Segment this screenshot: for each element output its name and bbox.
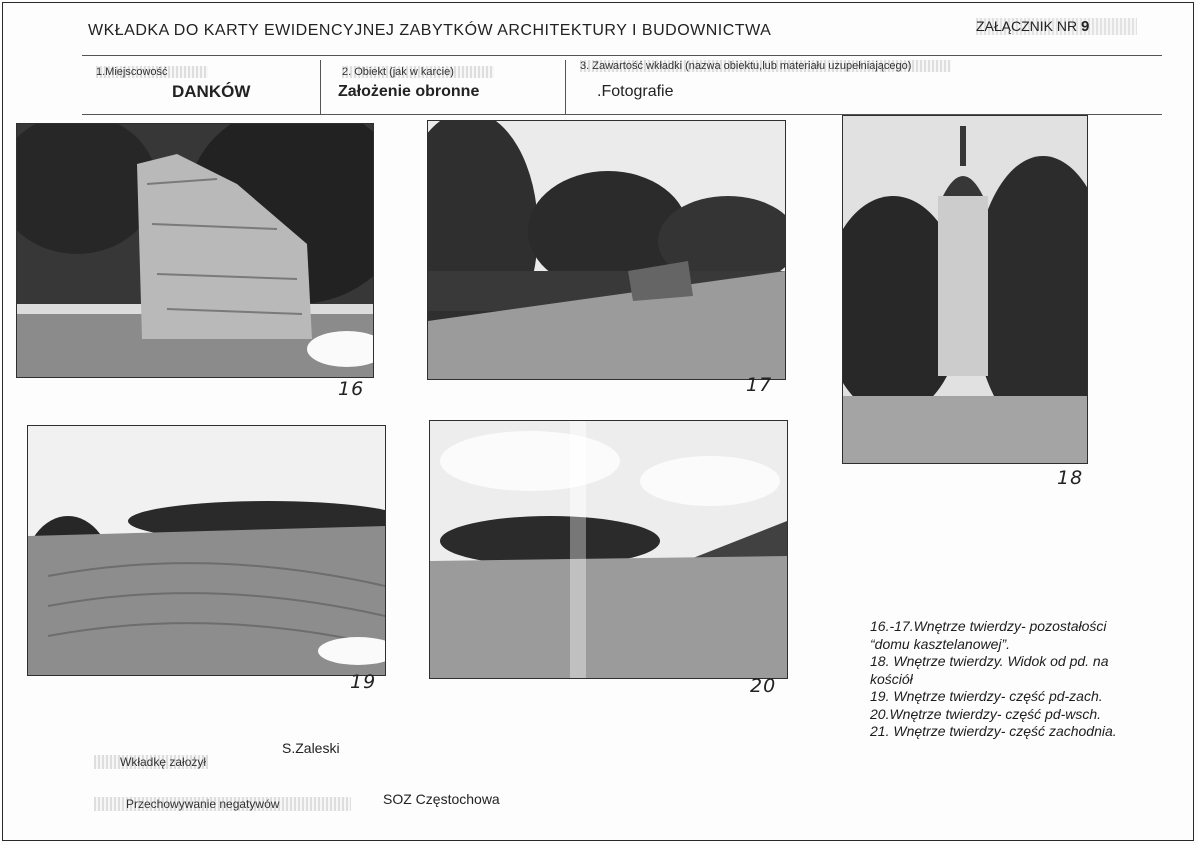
- content-label: 3. Zawartość wkładki (nazwa obiektu,lub materiału uzupełniającego): [580, 60, 951, 72]
- photo-number: 20: [750, 675, 777, 697]
- object-value: Założenie obronne: [338, 83, 480, 100]
- photo-captions: [870, 618, 1170, 741]
- caption-line: 20.Wnętrze twierdzy- część pd-wsch.: [870, 705, 1102, 722]
- field-divider: [565, 60, 566, 114]
- photo-courtyard-southeast: [429, 420, 788, 679]
- content-value: .Fotografie: [597, 83, 674, 100]
- object-label: 2. Obiekt (jak w karcie): [342, 66, 494, 78]
- photo-church-view: [842, 115, 1088, 464]
- caption-line: 18. Wnętrze twierdzy. Widok od pd. na: [870, 653, 1109, 669]
- header-rule: [82, 55, 1162, 56]
- field-divider: [320, 60, 321, 114]
- photo-courtyard-southwest: [27, 425, 386, 676]
- page-title: WKŁADKA DO KARTY EWIDENCYJNEJ ZABYTKÓW ARCHITEKTURY I BUDOWNICTWA: [88, 22, 772, 39]
- locality-label: 1.Miejscowość: [96, 66, 208, 78]
- photo-number: 19: [350, 671, 377, 693]
- storage-label: Przechowywanie negatywów: [94, 797, 351, 811]
- caption-line: 21. Wnętrze twierdzy- część zachodnia.: [870, 723, 1117, 739]
- annex-value: 9: [1081, 18, 1090, 35]
- author-value: S.Zaleski: [282, 740, 340, 756]
- photo-fortress-interior: [427, 120, 786, 380]
- annex-number: [976, 18, 1137, 35]
- caption-line: “domu kasztelanowej”.: [870, 635, 1011, 652]
- photo-number: 16: [338, 378, 365, 400]
- photo-number: 18: [1057, 467, 1084, 489]
- photo-number: 17: [746, 374, 773, 396]
- annex-label: ZAŁĄCZNIK NR: [976, 18, 1078, 34]
- photo-ruin-wall: [16, 123, 374, 378]
- storage-value: SOZ Częstochowa: [383, 791, 500, 807]
- author-label: Wkładkę założył: [94, 755, 208, 769]
- caption-line: kościół: [870, 670, 913, 687]
- caption-line: 16.-17.Wnętrze twierdzy- pozostałości: [870, 618, 1107, 634]
- caption-line: 19. Wnętrze twierdzy- część pd-zach.: [870, 688, 1103, 704]
- locality-value: DANKÓW: [172, 82, 251, 101]
